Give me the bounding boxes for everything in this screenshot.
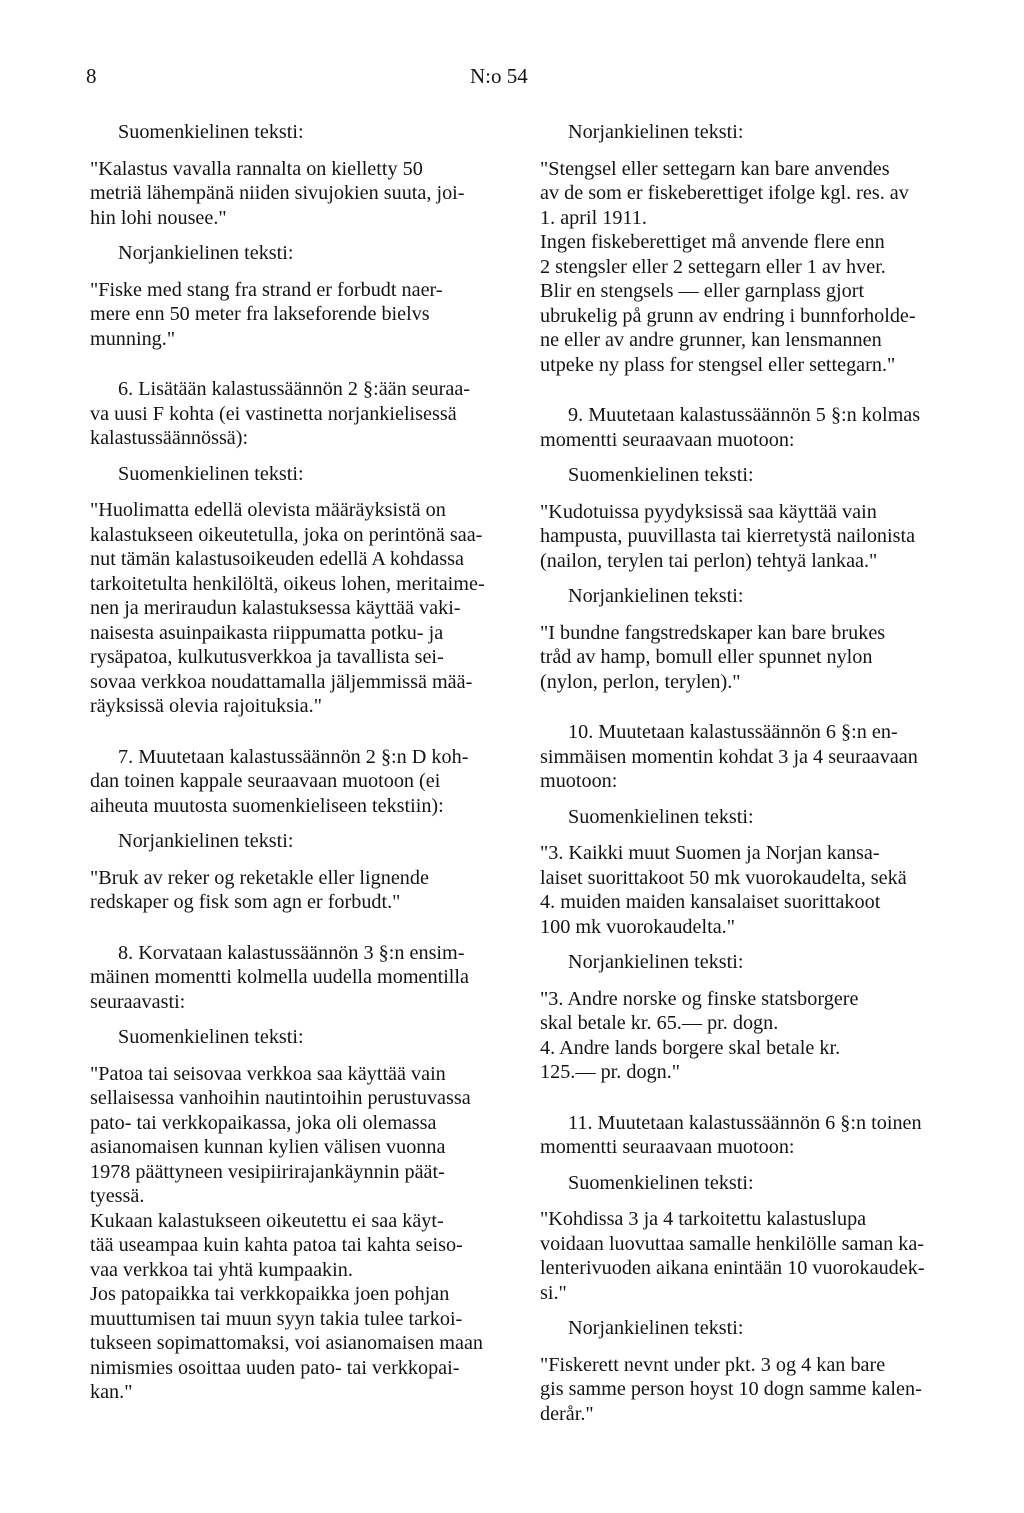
page-number: 8 xyxy=(86,64,97,88)
numbered-item-7: 7. Muutetaan kalastussäännön 2 §:n D koh- dan toinen kappale seuraavaan muotoon (ei aiheuta muutosta suomenkieliseen tekstiin): xyxy=(90,745,469,817)
section-label: Suomenkielinen teksti: xyxy=(568,1171,754,1194)
numbered-item-11: 11. Muutetaan kalastussäännön 6 §:n toinen momentti seuraavaan muotoon: xyxy=(540,1111,922,1158)
right-column xyxy=(540,120,964,1426)
quoted-text: Jos patopaikka tai verkkopaikka joen pohjan muuttumisen tai muun syyn takia tulee tarkoi- tukseen sopimattomaksi, voi asianomaisen maan nimismies osoittaa uuden pato- tai verkkopai- kan." xyxy=(90,1283,484,1403)
quoted-text: "3. Andre norske og finske statsborgere skal betale kr. 65.— pr. dogn. xyxy=(540,987,859,1034)
quoted-text: "Kohdissa 3 ja 4 tarkoitettu kalastuslupa voidaan luovuttaa samalle henkilölle saman ka- lenterivuoden aikana enintään 10 vuorokaudek- si." xyxy=(540,1208,925,1304)
quoted-text: "Huolimatta edellä olevista määräyksistä on kalastukseen oikeutetulla, joka on perintönä saa- nut tämän kalastusoikeuden edellä A kohdassa tarkoitetulta henkilöltä, oikeus lohen, meritaime- nen ja meriraudun kalastuksessa käyttää vaki- naisesta asuinpaikasta riippumatta potku- ja rysäpatoa, kulkutusverkkoa ja tavallista sei- sovaa verkkoa noudattamalla jäljemmissä mää- räyksissä olevia rajoituksia." xyxy=(90,499,485,717)
section-label: Norjankielinen teksti: xyxy=(118,242,294,264)
numbered-item-9: 9. Muutetaan kalastussäännön 5 §:n kolmas momentti seuraavaan muotoon: xyxy=(540,404,921,451)
running-head: N:o 54 xyxy=(470,64,528,88)
quoted-text: "Fiske med stang fra strand er forbudt naer- mere enn 50 meter fra lakseforende bielvs munning." xyxy=(90,278,443,350)
numbered-item-6: 6. Lisätään kalastussäännön 2 §:ään seuraa- va uusi F kohta (ei vastinetta norjankielisessä kalastussäännössä): xyxy=(90,378,471,449)
quoted-text: "Kudotuissa pyydyksissä saa käyttää vain hampusta, puuvillasta tai kierretystä nailonista (nailon, terylen tai perlon) tehtyä lankaa." xyxy=(540,500,916,572)
quoted-text: "Kalastus vavalla rannalta on kielletty 50 metriä lähempänä niiden sivujokien suuta, joi- hin lohi nousee." xyxy=(90,157,465,229)
section-label: Norjankielinen teksti: xyxy=(568,951,744,973)
quoted-text: "Fiskerett nevnt under pkt. 3 og 4 kan bare gis samme person hoyst 10 dogn samme kalen- derår." xyxy=(540,1353,922,1425)
quoted-text: "Bruk av reker og reketakle eller lignende redskaper og fisk som agn er forbudt." xyxy=(90,866,429,913)
quoted-text: "Stengsel eller settegarn kan bare anvendes av de som er fiskeberettiget ifolge kgl. res. av 1. april 1911. xyxy=(540,157,909,229)
left-column xyxy=(90,120,514,1405)
quoted-text: Ingen fiskeberettiget må anvende flere enn 2 stengsler eller 2 settegarn eller 1 av hver. xyxy=(540,231,886,278)
quoted-text: Blir en stengsels — eller garnplass gjort ubrukelig på grunn av endring i bunnforholde- ne eller av andre grunner, kan lensmannen utpeke ny plass for stengsel eller settegarn." xyxy=(540,280,916,376)
section-label: Norjankielinen teksti: xyxy=(568,1317,744,1339)
quoted-text: 4. muiden maiden kansalaiset suorittakoot 100 mk vuorokaudelta." xyxy=(540,891,881,938)
section-label: Norjankielinen teksti: xyxy=(568,585,744,607)
quoted-text: "I bundne fangstredskaper kan bare brukes tråd av hamp, bomull eller spunnet nylon (nylon, perlon, terylen)." xyxy=(540,621,886,693)
section-label: Norjankielinen teksti: xyxy=(118,830,294,852)
quoted-text: "Patoa tai seisovaa verkkoa saa käyttää vain sellaisessa vanhoihin nautintoihin perustuvassa pato- tai verkkopaikassa, joka oli olemassa asianomaisen kunnan kylien välisen vuonna 1978 päättyneen vesipiirirajankäynnin päät- tyessä. xyxy=(90,1062,471,1207)
quoted-text: "3. Kaikki muut Suomen ja Norjan kansa- laiset suorittakoot 50 mk vuorokaudelta, sekä xyxy=(540,842,907,889)
section-label: Suomenkielinen teksti: xyxy=(118,1026,304,1048)
section-label: Suomenkielinen teksti: xyxy=(568,464,754,486)
numbered-item-10: 10. Muutetaan kalastussäännön 6 §:n en- simmäisen momentin kohdat 3 ja 4 seuraavaan muotoon: xyxy=(540,721,918,792)
quoted-text: 4. Andre lands borgere skal betale kr. 125.— pr. dogn." xyxy=(540,1036,841,1083)
numbered-item-8: 8. Korvataan kalastussäännön 3 §:n ensim- mäinen momentti kolmella uudella momentilla seuraavasti: xyxy=(90,941,469,1013)
section-label: Suomenkielinen teksti: xyxy=(118,121,304,143)
section-label: Suomenkielinen teksti: xyxy=(118,462,304,485)
section-label: Suomenkielinen teksti: xyxy=(568,805,754,828)
section-label: Norjankielinen teksti: xyxy=(568,121,744,143)
quoted-text: Kukaan kalastukseen oikeutettu ei saa käyt- tää useampaa kuin kahta patoa tai kahta seiso- vaa verkkoa tai yhtä kumpaakin. xyxy=(90,1209,463,1281)
